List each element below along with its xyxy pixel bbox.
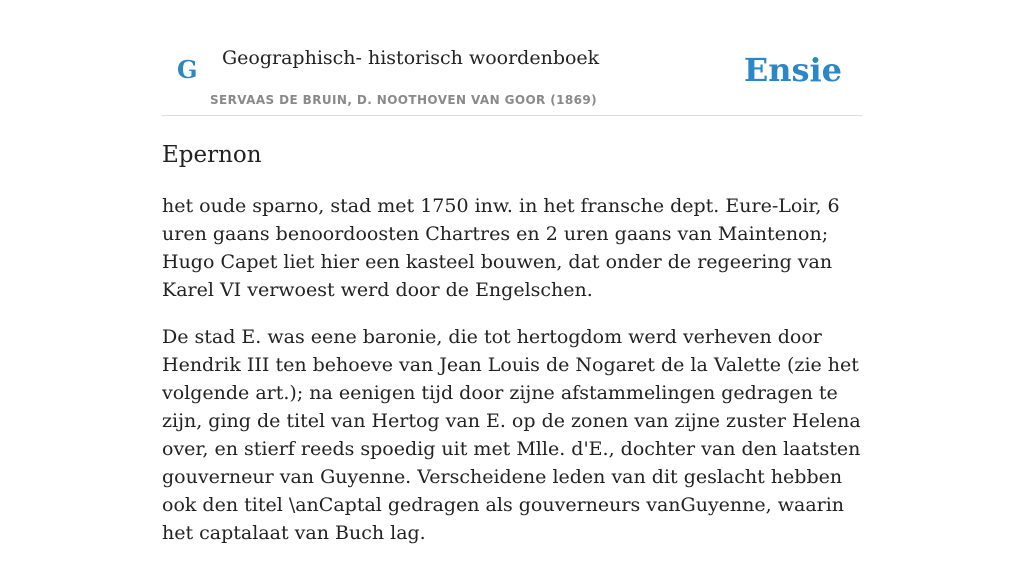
- brand-logo[interactable]: Ensie: [743, 51, 842, 89]
- book-logo[interactable]: G: [177, 55, 198, 84]
- book-authors: SERVAAS DE BRUIN, D. NOOTHOVEN VAN GOOR (1869): [210, 93, 598, 107]
- content-container: [162, 0, 862, 544]
- entry-body: [162, 192, 862, 566]
- book-title[interactable]: Geographisch- historisch woordenboek: [222, 47, 600, 69]
- entry-paragraph-1: het oude sparno, stad met 1750 inw. in het fransche dept. Eure-Loir, 6 uren gaans benoordoosten Chartres en 2 uren gaans van Maintenon; Hugo Capet liet hier een kasteel bouwen, dat onder de regeering van Karel VI verwoest werd door de Engelschen.: [162, 195, 840, 301]
- header: [162, 0, 862, 116]
- entry-paragraph-2: De stad E. was eene baronie, die tot hertogdom werd verheven door Hendrik III ten behoeve van Jean Louis de Nogaret de la Valette (zie het volgende art.); na eenigen tijd door zijne afstammelingen gedragen te zijn, ging de titel van Hertog van E. op de zonen van zijne zuster Helena over, en stierf reeds spoedig uit met Mlle. d'E., dochter van den laatsten gouverneur van Guyenne. Verscheidene leden van dit geslacht hebben ook den titel \anCaptal gedragen als gouverneurs vanGuyenne, waarin het captalaat van Buch lag.: [162, 326, 861, 544]
- entry-title: Epernon: [162, 142, 262, 168]
